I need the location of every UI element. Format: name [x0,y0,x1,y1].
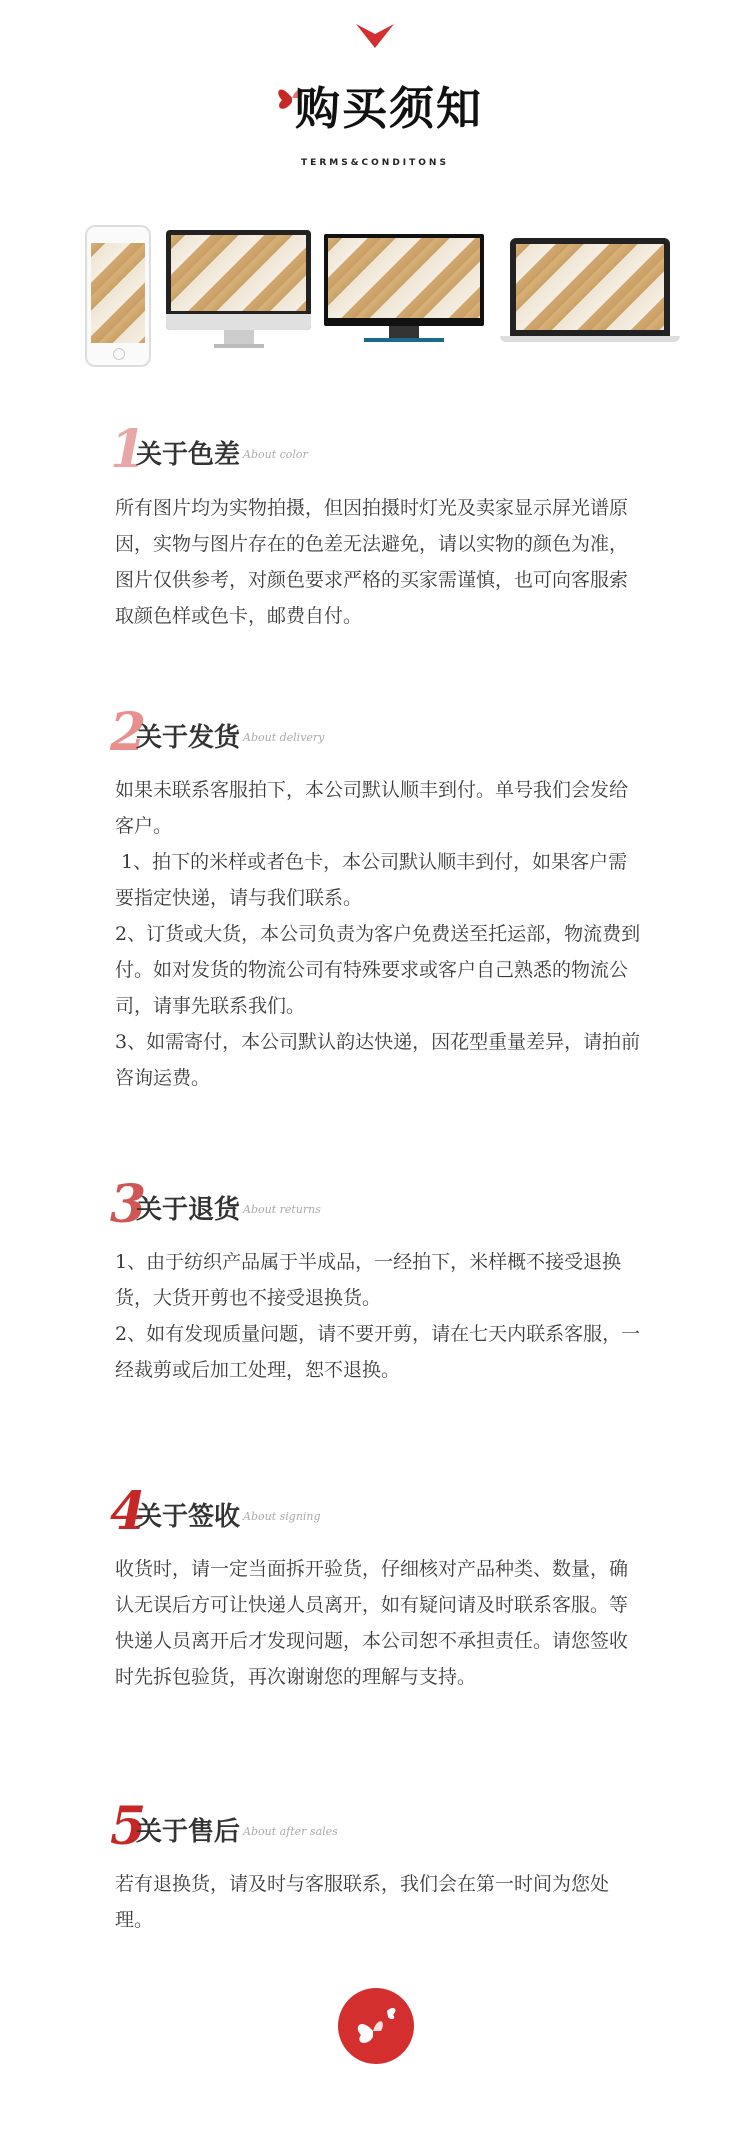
paragraph: 收货时，请一定当面拆开验货，仔细核对产品种类、数量，确认无误后方可让快递人员离开，如有疑问请及时联系客服。等快递人员离开后才发现问题，本公司恕不承担责任。请您签收时先拆包验货，再次谢谢您的理解与支持。 [115,1558,629,1688]
section-3-heading [110,1175,610,1235]
section-title: 关于退货 [136,1195,241,1225]
section-subtitle: About signing [243,1510,321,1523]
laptop-device [500,238,680,348]
section-title: 关于发货 [136,723,241,753]
paragraph: 2、如有发现质量问题，请不要开剪，请在七天内联系客服，一经裁剪或后加工处理，恕不退换。 [115,1323,641,1381]
paragraph: 如果未联系客服拍下，本公司默认顺丰到付。单号我们会发给客户。 [115,779,629,837]
section-subtitle: About returns [243,1203,321,1216]
section-subtitle: About color [243,448,308,461]
imac-device [166,230,311,350]
section-title: 关于签收 [136,1502,241,1532]
section-5-heading [110,1797,610,1857]
section-1-body [115,490,645,634]
devices-illustration [80,220,680,370]
section-2-heading [110,703,610,763]
section-4-body [115,1551,645,1695]
section-subtitle: About delivery [243,731,325,744]
section-2-body [115,772,645,1096]
section-1-heading [110,420,610,480]
section-number: 5 [110,1796,147,1857]
phone-device [85,225,151,367]
section-number: 2 [110,702,147,763]
section-3-body [115,1244,645,1388]
monitor-device [324,234,484,350]
section-title: 关于色差 [136,440,241,470]
page-title-block [0,72,750,152]
paragraph: 所有图片均为实物拍摄，但因拍摄时灯光及卖家显示屏光谱原因，实物与图片存在的色差无法避免，请以实物的颜色为准，图片仅供参考，对颜色要求严格的买家需谨慎，也可向客服索取颜色样或色卡，邮费自付。 [115,497,629,627]
section-4-heading [110,1482,610,1542]
paragraph: 若有退换货，请及时与客服联系，我们会在第一时间为您处理。 [115,1873,610,1931]
section-title: 关于售后 [136,1817,241,1847]
paragraph: 1、拍下的米样或者色卡，本公司默认顺丰到付，如果客户需要指定快递，请与我们联系。 [115,851,628,909]
page-subtitle: TERMS&CONDITONS [301,158,449,168]
paragraph: 2、订货或大货，本公司负责为客户免费送至托运部，物流费到付。如对发货的物流公司有特殊要求或客户自己熟悉的物流公司，请事先联系我们。 [115,923,641,1017]
butterfly-logo-icon [337,1987,415,2065]
section-number: 4 [110,1481,147,1542]
paragraph: 1、由于纺织产品属于半成品，一经拍下，米样概不接受退换货，大货开剪也不接受退换货。 [115,1251,622,1309]
section-5-body [115,1866,645,1938]
chevron-down-icon [356,22,394,50]
section-number: 1 [110,419,147,480]
section-number: 3 [110,1174,147,1235]
paragraph: 3、如需寄付，本公司默认韵达快递，因花型重量差异，请拍前咨询运费。 [115,1031,641,1089]
page-title: 购买须知 [295,82,484,135]
section-subtitle: About after sales [243,1825,338,1838]
